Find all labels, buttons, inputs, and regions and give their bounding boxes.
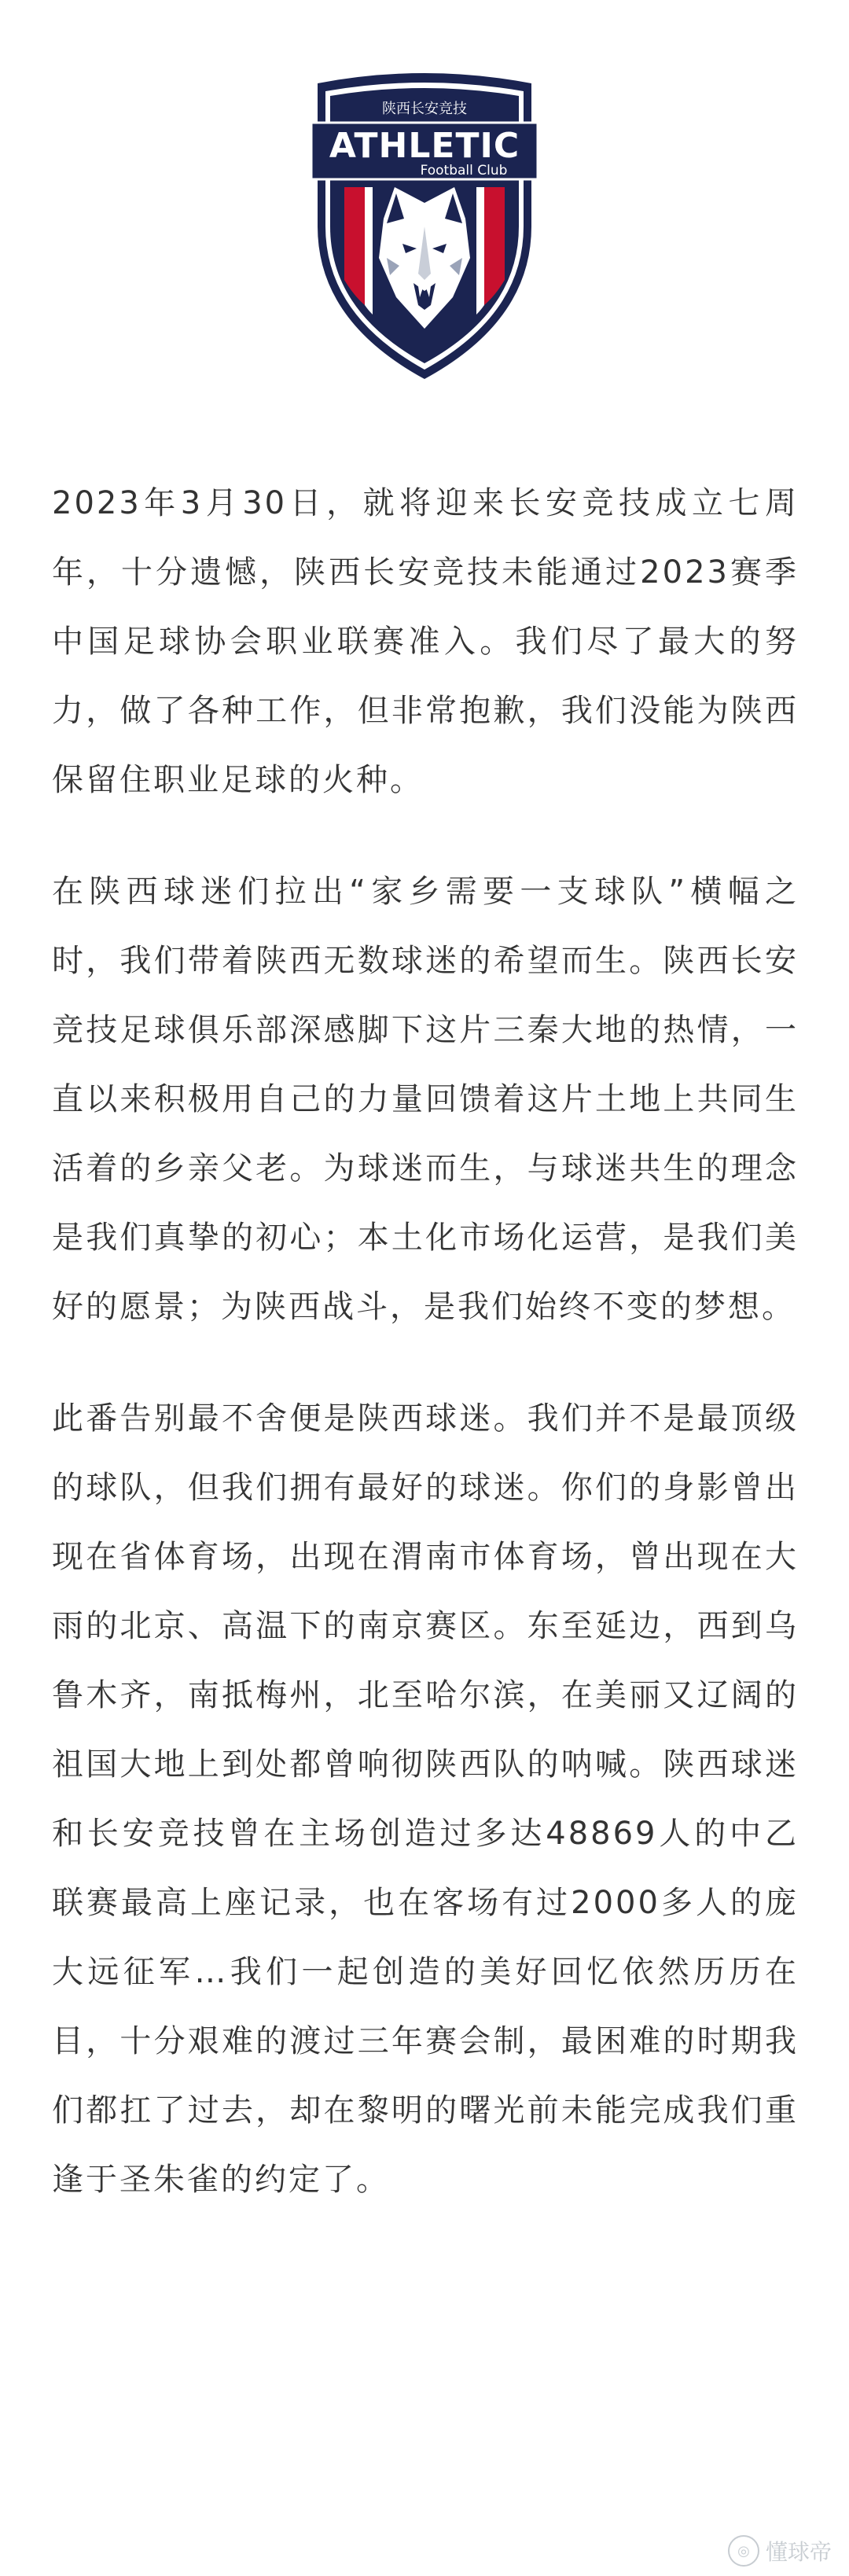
watermark-icon: ◎ (728, 2535, 759, 2567)
crest-white-stripe-right (476, 187, 484, 315)
article-body (52, 469, 799, 2257)
crest-top-text: 陕西长安竞技 (382, 101, 467, 117)
watermark (728, 2535, 832, 2567)
crest-name-text: ATHLETIC (329, 126, 520, 166)
crest-sub-text: Football Club (420, 163, 508, 178)
watermark-text: 懂球帝 (765, 2539, 832, 2565)
paragraph-2: 在陕西球迷们拉出“家乡需要一支球队”横幅之时，我们带着陕西无数球迷的希望而生。陕西长安竞技足球俱乐部深感脚下这片三秦大地的热情，一直以来积极用自己的力量回馈着这片土地上共同生活着的乡亲父老。为球迷而生，与球迷共生的理念是我们真挚的初心；本土化市场化运营，是我们美好的愿景；为陕西战斗，是我们始终不变的梦想。 (52, 874, 799, 1325)
paragraph-1: 2023年3月30日，就将迎来长安竞技成立七周年，十分遗憾，陕西长安竞技未能通过2023赛季中国足球协会职业联赛准入。我们尽了最大的努力，做了各种工作，但非常抱歉，我们没能为陕西保留住职业足球的火种。 (52, 485, 799, 798)
crest-white-stripe-left (365, 187, 373, 315)
crest-svg (308, 69, 541, 381)
paragraph-3: 此番告别最不舍便是陕西球迷。我们并不是最顶级的球队，但我们拥有最好的球迷。你们的身影曾出现在省体育场，出现在渭南市体育场，曾出现在大雨的北京、高温下的南京赛区。东至延边，西到乌鲁木齐，南抵梅州，北至哈尔滨，在美丽又辽阔的祖国大地上到处都曾响彻陕西队的呐喊。陕西球迷和长安竞技曾在主场创造过多达48869人的中乙联赛最高上座记录，也在客场有过2000多人的庞大远征军…我们一起创造的美好回忆依然历历在目，十分艰难的渡过三年赛会制，最困难的时期我们都扛了过去，却在黎明的曙光前未能完成我们重逢于圣朱雀的约定了。 (52, 1400, 799, 2198)
club-crest (0, 69, 849, 384)
